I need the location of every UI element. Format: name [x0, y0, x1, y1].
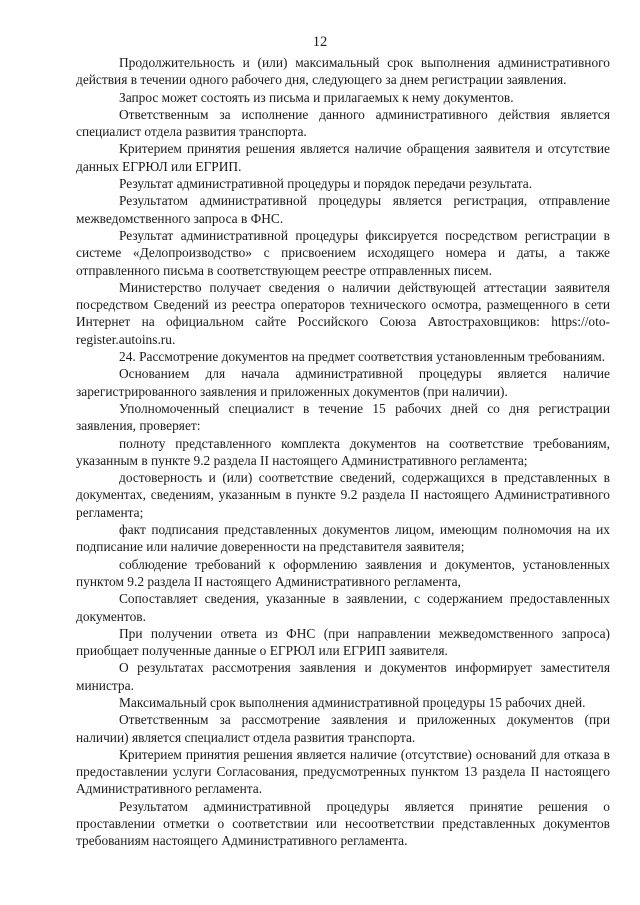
- paragraph-inform-deputy: О результатах рассмотрения заявления и документов информирует заместителя министра.: [76, 660, 610, 693]
- paragraph-result-heading: Результат административной процедуры и порядок передачи результата.: [119, 176, 533, 192]
- paragraph-check-signature: факт подписания представленных документов лицом, имеющим полномочия на их подписание или наличие доверенности на представителя заявителя;: [76, 522, 610, 555]
- paragraph-compare-info: Сопоставляет сведения, указанные в заявлении, с содержанием предоставленных документов.: [76, 591, 610, 624]
- paragraph-max-duration: Максимальный срок выполнения административной процедуры 15 рабочих дней.: [119, 694, 586, 710]
- paragraph-procedure-basis: Основанием для начала административной процедуры является наличие зарегистрированного заявления и приложенных документов (при наличии).: [76, 366, 610, 399]
- paragraph-request-contents: Запрос может состоять из письма и прилагаемых к нему документов.: [119, 89, 514, 105]
- page-number: 12: [312, 34, 328, 50]
- paragraph-section-24-title: 24. Рассмотрение документов на предмет соответствия установленным требованиям.: [119, 349, 606, 365]
- paragraph-responsible-review: Ответственным за рассмотрение заявления и приложенных документов (при наличии) является специалист отдела развития транспорта.: [76, 712, 610, 745]
- paragraph-check-formatting: соблюдение требований к оформлению заявления и документов, установленных пунктом 9.2 раздела II настоящего Административного регламента,: [76, 556, 610, 589]
- document-body: [76, 54, 610, 850]
- paragraph-result-fixation: Результат административной процедуры фиксируется посредством регистрации в системе «Делопроизводство» с присвоением исходящего номера и даты, а также отправленного письма в соответствующем реестре отправленных писем.: [76, 227, 610, 278]
- paragraph-check-completeness: полноту представленного комплекта документов на соответствие требованиям, указанным в пункте 9.2 раздела II настоящего Административного регламента;: [76, 435, 610, 468]
- paragraph-fns-response: При получении ответа из ФНС (при направлении межведомственного запроса) приобщает полученные данные о ЕГРЮЛ или ЕГРИП заявителя.: [76, 625, 610, 659]
- paragraph-refusal-criterion: Критерием принятия решения является наличие (отсутствие) оснований для отказа в предоставлении услуги Согласования, предусмотренных пунктом 13 раздела II настоящего Административного регламента.: [76, 746, 610, 797]
- paragraph-procedure-result: Результатом административной процедуры является принятие решения о проставлении отметки о соответствии или несоответствии представленных документов требованиям настоящего Административного регламента.: [76, 798, 610, 849]
- paragraph-action-duration: Продолжительность и (или) максимальный срок выполнения административного действия в течении одного рабочего дня, следующего за днем регистрации заявления.: [76, 55, 610, 88]
- paragraph-result-registration: Результатом административной процедуры является регистрация, отправление межведомственного запроса в ФНС.: [76, 193, 610, 226]
- paragraph-attestation-info: Министерство получает сведения о наличии действующей аттестации заявителя посредством Сведений из реестра операторов технического осмотра, размещенного в сети Интернет на официальном сайте Российского Союза Автостраховщиков: https://oto-register.autoins.ru.: [76, 279, 610, 347]
- paragraph-decision-criterion: Критерием принятия решения является наличие обращения заявителя и отсутствие данных ЕГРЮЛ или ЕГРИП.: [76, 141, 610, 174]
- paragraph-specialist-checks: Уполномоченный специалист в течение 15 рабочих дней со дня регистрации заявления, проверяет:: [76, 400, 610, 434]
- paragraph-check-reliability: достоверность и (или) соответствие сведений, содержащихся в представленных в документах, сведениям, указанным в пункте 9.2 раздела II настоящего Административного регламента;: [76, 470, 610, 520]
- paragraph-responsible-specialist: Ответственным за исполнение данного административного действия является специалист отдела развития транспорта.: [76, 106, 610, 140]
